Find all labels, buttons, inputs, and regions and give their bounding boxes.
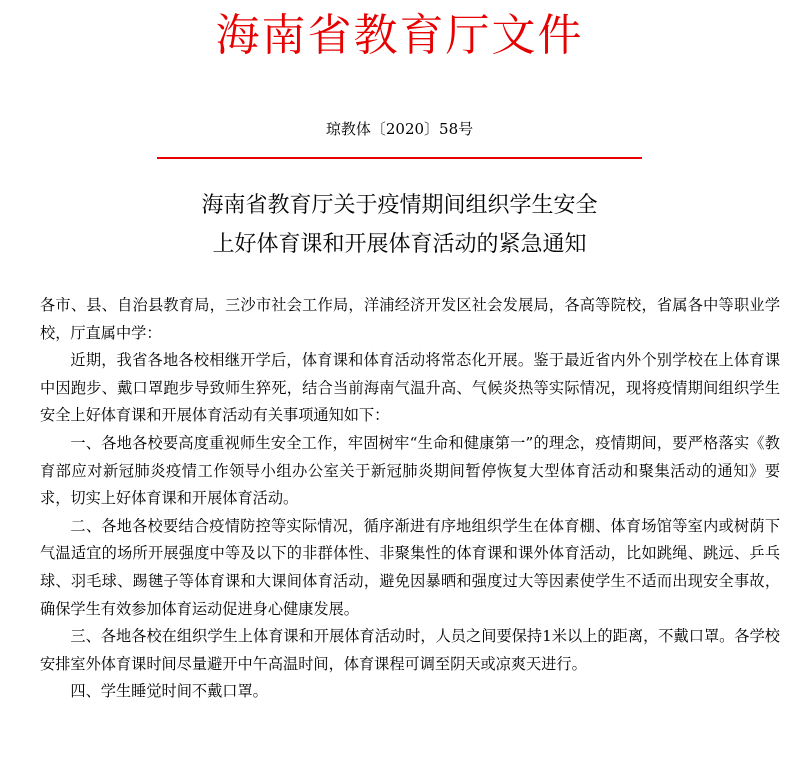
body-paragraph-intro: 近期，我省各地各校相继开学后，体育课和体育活动将常态化开展。鉴于最近省内外个别学校在上体育课中因跑步、戴口罩跑步导致师生猝死，结合当前海南气温升高、气候炎热等实际情况，现将疫情期间组织学生安全上好体育课和开展体育活动有关事项通知如下： <box>40 351 780 425</box>
document-number: 琼教体〔2020〕58号 <box>325 120 474 138</box>
red-divider-line <box>157 157 642 159</box>
notice-title-line-1: 海南省教育厅关于疫情期间组织学生安全 <box>201 193 598 218</box>
body-paragraph-4: 四、学生睡觉时间不戴口罩。 <box>70 682 268 701</box>
body-paragraph-1: 一、各地各校要高度重视师生安全工作，牢固树牢“生命和健康第一”的理念，疫情期间，要严格落实《教育部应对新冠肺炎疫情工作领导小组办公室关于新冠肺炎期间暂停恢复大型体育活动和聚集活动的通知》要求，切实上好体育课和开展体育活动。 <box>40 433 780 508</box>
notice-title-line-2: 上好体育课和开展体育活动的紧急通知 <box>212 232 587 257</box>
notice-body <box>40 292 780 706</box>
addressee-line: 各市、县、自治县教育局，三沙市社会工作局，洋浦经济开发区社会发展局，各高等院校，省属各中等职业学校，厅直属中学： <box>40 296 780 342</box>
body-paragraph-3: 三、各地各校在组织学生上体育课和开展体育活动时，人员之间要保持1米以上的距离，不戴口罩。各学校安排室外体育课时间尽量避开中午高温时间，体育课程可调至阴天或凉爽天进行。 <box>40 627 780 673</box>
body-paragraph-2: 二、各地各校要结合疫情防控等实际情况，循序渐进有序地组织学生在体育棚、体育场馆等室内或树荫下气温适宜的场所开展强度中等及以下的非群体性、非聚集性的体育课和课外体育活动，比如跳绳、跳远、乒乓球、羽毛球、踢毽子等体育课和大课间体育活动，避免因暴晒和强度过大等因素使学生不适而出现安全事故，确保学生有效参加体育运动促进身心健康发展。 <box>40 516 780 618</box>
masthead-title: 海南省教育厅文件 <box>215 10 584 61</box>
